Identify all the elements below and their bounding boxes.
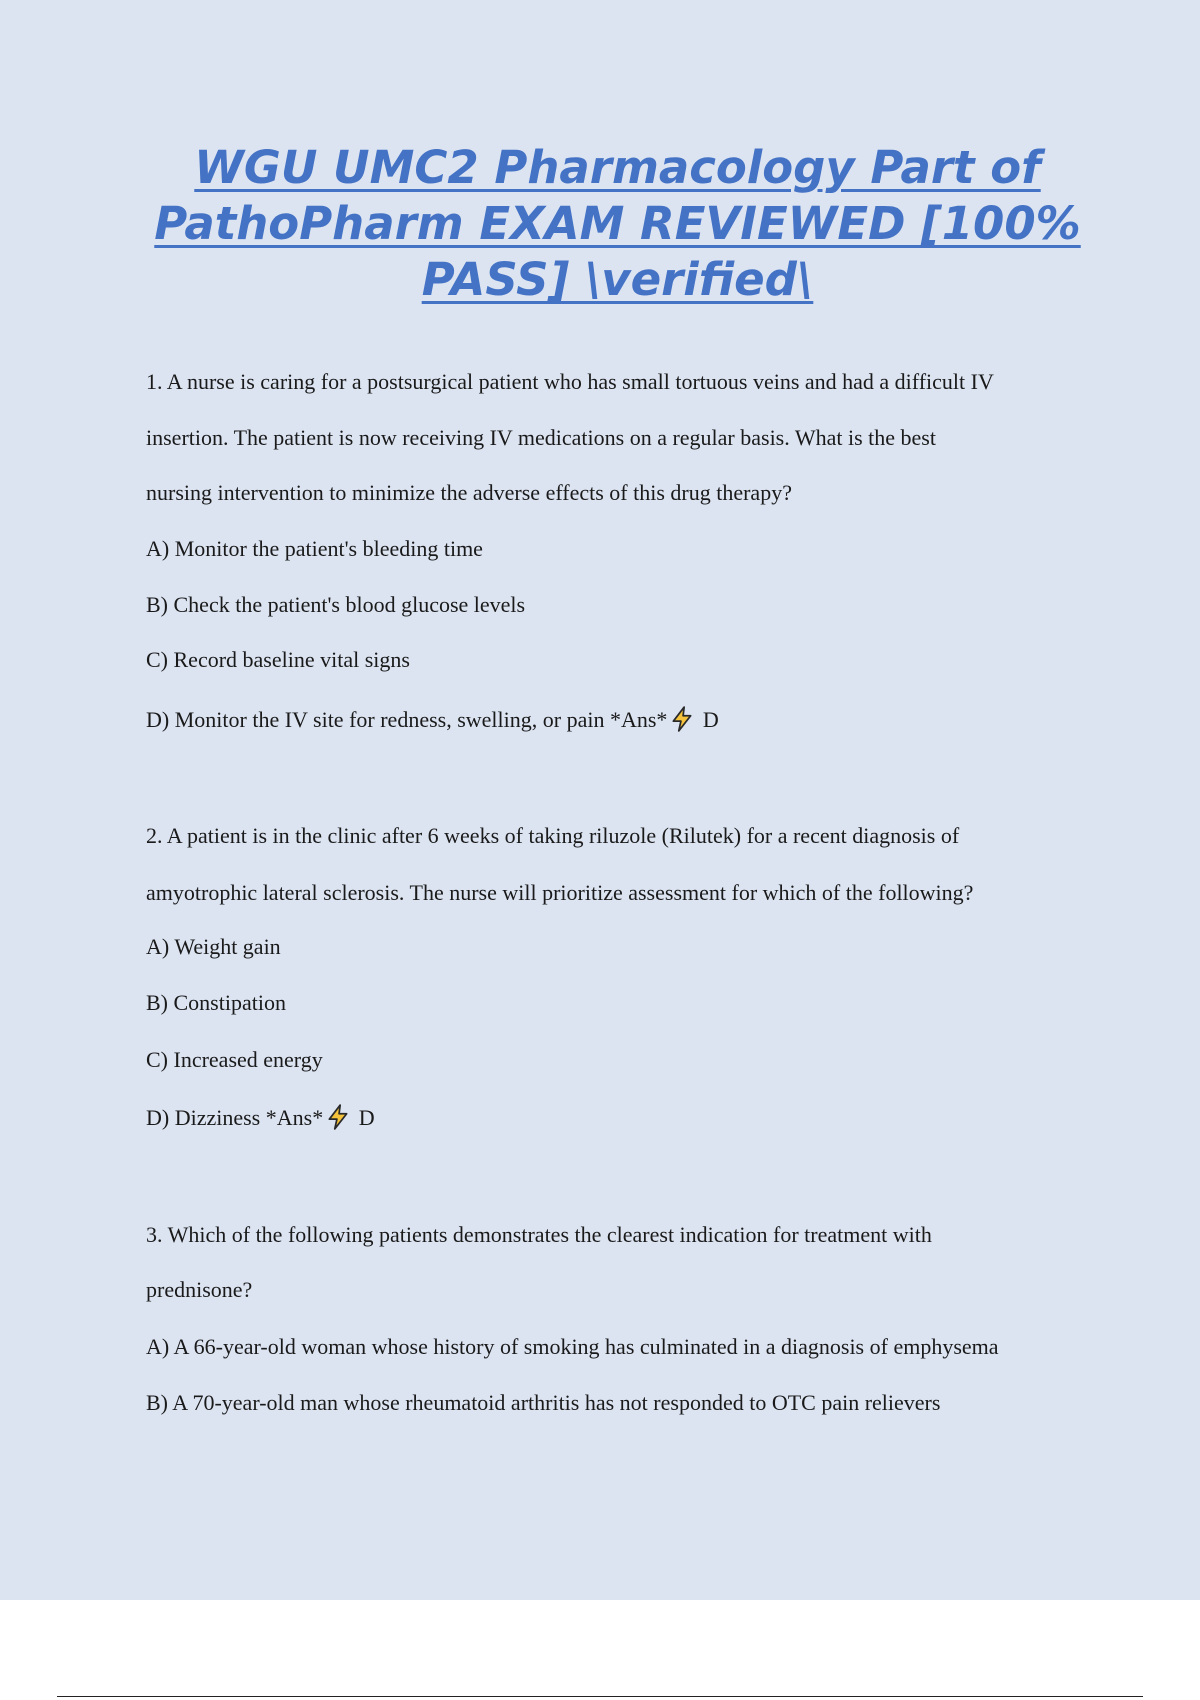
q2-option-b: B) Constipation <box>146 990 286 1015</box>
q1-option-d-line <box>146 706 719 733</box>
title-line-3: PASS] \verified\ <box>421 253 814 306</box>
title-line-1: WGU UMC2 Pharmacology Part of <box>194 141 1041 194</box>
q3-option-a: A) A 66-year-old woman whose history of smoking has culminated in a diagnosis of emphysema <box>146 1334 999 1359</box>
q3-stem-line-1: 3. Which of the following patients demonstrates the clearest indication for treatment with <box>146 1222 932 1247</box>
q1-stem-line-3: nursing intervention to minimize the adverse effects of this drug therapy? <box>146 480 792 505</box>
document-title <box>120 140 1115 308</box>
q2-option-d: D) Dizziness *Ans* <box>146 1105 324 1130</box>
q1-stem-line-2: insertion. The patient is now receiving IV medications on a regular basis. What is the best <box>146 425 936 450</box>
q1-stem-line-1: 1. A nurse is caring for a postsurgical patient who has small tortuous veins and had a difficult IV <box>146 369 994 394</box>
lightning-icon <box>669 706 695 732</box>
lightning-icon <box>325 1104 351 1130</box>
q1-option-b: B) Check the patient's blood glucose levels <box>146 592 526 617</box>
q2-option-a: A) Weight gain <box>146 934 281 959</box>
q3-stem-line-2: prednisone? <box>146 1277 253 1302</box>
q2-answer: D <box>358 1105 375 1130</box>
q1-option-d: D) Monitor the IV site for redness, swelling, or pain *Ans* <box>146 707 668 732</box>
q2-option-c: C) Increased energy <box>146 1047 323 1072</box>
title-line-2: PathoPharm EXAM REVIEWED [100% <box>154 197 1081 250</box>
q1-option-c: C) Record baseline vital signs <box>146 647 410 672</box>
footer-divider <box>57 1696 1143 1697</box>
q3-option-b: B) A 70-year-old man whose rheumatoid arthritis has not responded to OTC pain relievers <box>146 1390 941 1415</box>
q2-stem-line-2: amyotrophic lateral sclerosis. The nurse will prioritize assessment for which of the following? <box>146 880 974 905</box>
q1-option-a: A) Monitor the patient's bleeding time <box>146 536 483 561</box>
q2-option-d-line <box>146 1104 375 1131</box>
q2-stem-line-1: 2. A patient is in the clinic after 6 weeks of taking riluzole (Rilutek) for a recent diagnosis of <box>146 823 960 848</box>
q1-answer: D <box>702 707 719 732</box>
